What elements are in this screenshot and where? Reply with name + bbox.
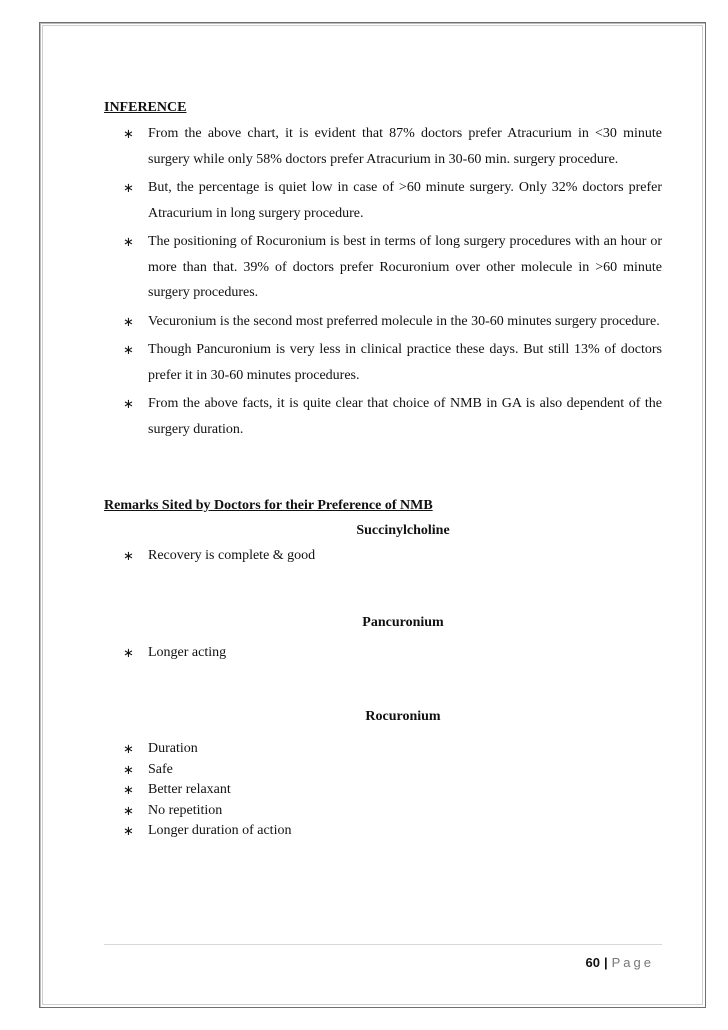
remark-item: ∗ Longer duration of action: [104, 821, 662, 842]
bullet-star-icon: ∗: [123, 761, 134, 777]
pancuronium-title: Pancuronium: [362, 614, 444, 630]
bullet-star-icon: ∗: [123, 342, 134, 357]
bullet-star-icon: ∗: [123, 180, 134, 195]
bullet-star-icon: ∗: [123, 396, 134, 411]
rocuronium-list: [104, 739, 662, 842]
pancuronium-list: [104, 643, 662, 664]
succinylcholine-title: Succinylcholine: [356, 523, 450, 538]
inference-heading: INFERENCE: [104, 100, 187, 115]
bullet-star-icon: ∗: [123, 823, 134, 838]
remark-item: ∗ Better relaxant: [104, 780, 662, 801]
bullet-star-icon: ∗: [123, 313, 134, 329]
inference-item: ∗ Though Pancuronium is very less in clinical practice these days. But still 13% of doctors prefer it in 30-60 minutes procedures.: [104, 337, 662, 388]
footer-divider: [104, 944, 662, 945]
page-label: Page: [611, 955, 654, 970]
bullet-star-icon: ∗: [123, 644, 134, 660]
succinylcholine-list: [104, 546, 662, 567]
bullet-star-icon: ∗: [123, 234, 134, 249]
bullet-star-icon: ∗: [123, 782, 134, 797]
page-footer: [586, 955, 654, 970]
page-number: 60: [585, 955, 600, 970]
bullet-star-icon: ∗: [123, 802, 134, 818]
inference-item: ∗ Vecuronium is the second most preferred molecule in the 30-60 minutes surgery procedure.: [104, 309, 662, 335]
footer-separator: |: [603, 955, 608, 970]
page-content: [104, 98, 662, 842]
remark-item: ∗ Longer acting: [104, 643, 662, 664]
bullet-star-icon: ∗: [123, 741, 134, 756]
inference-item: ∗ From the above chart, it is evident that 87% doctors prefer Atracurium in <30 minute surgery while only 58% doctors prefer Atracurium in 30-60 min. surgery procedure.: [104, 121, 662, 172]
rocuronium-title: Rocuronium: [365, 709, 441, 724]
inference-item: ∗ From the above facts, it is quite clear that choice of NMB in GA is also dependent of the surgery duration.: [104, 391, 662, 442]
inference-list: [104, 121, 662, 442]
remark-item: ∗ Duration: [104, 739, 662, 760]
remark-item: ∗ Recovery is complete & good: [104, 546, 662, 567]
remark-item: ∗ No repetition: [104, 801, 662, 822]
bullet-star-icon: ∗: [123, 548, 134, 563]
remarks-heading: Remarks Sited by Doctors for their Preference of NMB: [104, 498, 433, 513]
remark-item: ∗ Safe: [104, 760, 662, 781]
inference-item: ∗ But, the percentage is quiet low in case of >60 minute surgery. Only 32% doctors prefer Atracurium in long surgery procedure.: [104, 175, 662, 226]
bullet-star-icon: ∗: [123, 126, 134, 141]
inference-item: ∗ The positioning of Rocuronium is best in terms of long surgery procedures with an hour or more than that. 39% of doctors prefer Rocuronium over other molecule in >60 minute surgery procedures.: [104, 229, 662, 306]
